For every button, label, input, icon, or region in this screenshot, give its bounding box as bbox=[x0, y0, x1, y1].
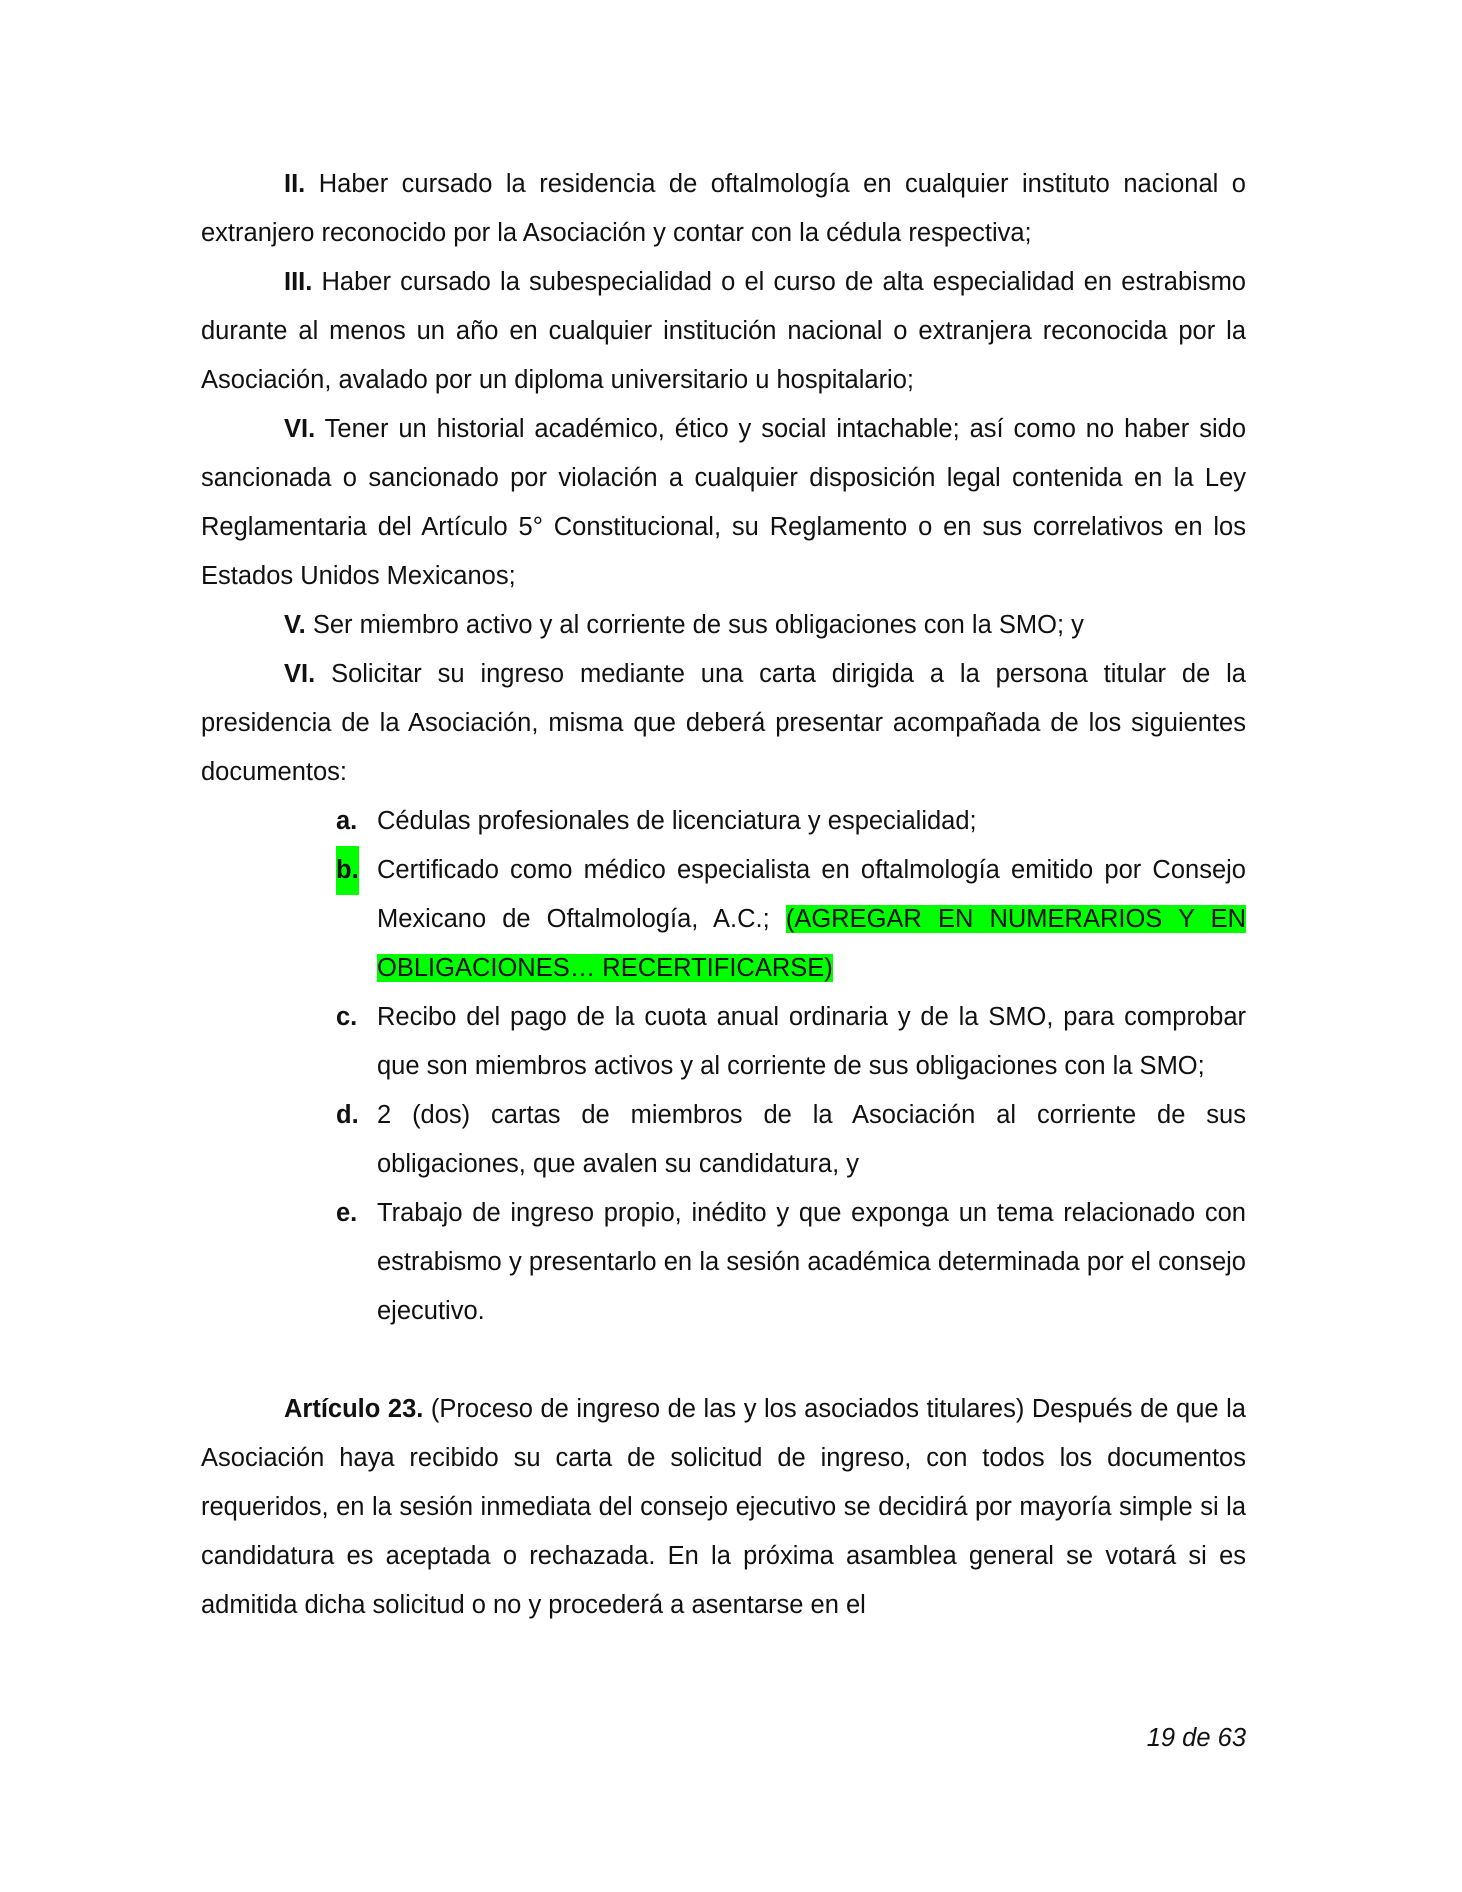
item-label: c. bbox=[336, 1003, 358, 1031]
document-item-d bbox=[201, 1091, 1246, 1189]
fraction-number: V. bbox=[284, 611, 306, 639]
document-page bbox=[201, 160, 1246, 1630]
item-text: Trabajo de ingreso propio, inédito y que exponga un tema relacionado con estrabismo y presentarlo en la sesión académica determinada por el consejo ejecutivo. bbox=[377, 1199, 1246, 1325]
fraction-v bbox=[201, 601, 1246, 650]
page-number: 19 de 63 bbox=[1146, 1724, 1246, 1752]
document-item-e bbox=[201, 1189, 1246, 1336]
document-item-b bbox=[201, 846, 1246, 993]
highlighted-note: (AGREGAR EN NUMERARIOS Y EN OBLIGACIONES… RECERTIFICARSE) bbox=[377, 905, 1247, 982]
fraction-text: Haber cursado la subespecialidad o el curso de alta especialidad en estrabismo durante al menos un año en cualquier institución nacional o extranjera reconocida por la Asociación, avalado por un diploma universitario u hospitalario; bbox=[201, 268, 1246, 394]
fraction-text: Ser miembro activo y al corriente de sus obligaciones con la SMO; y bbox=[312, 611, 1084, 639]
item-label: b. bbox=[336, 846, 359, 895]
spacer bbox=[201, 1336, 1246, 1385]
item-label: d. bbox=[336, 1101, 359, 1129]
fraction-number: II. bbox=[284, 170, 306, 198]
item-text: Certificado como médico especialista en oftalmología emitido por Consejo Mexicano de Oftalmología, A.C.; bbox=[377, 856, 1246, 933]
fraction-vi bbox=[201, 650, 1246, 797]
article-text: (Proceso de ingreso de las y los asociados titulares) Después de que la Asociación haya recibido su carta de solicitud de ingreso, con todos los documentos requeridos, en la sesión inmediata del consejo ejecutivo se decidirá por mayoría simple si la candidatura es aceptada o rechazada. En la próxima asamblea general se votará si es admitida dicha solicitud o no y procederá a asentarse en el bbox=[201, 1395, 1246, 1619]
fraction-text: Solicitar su ingreso mediante una carta dirigida a la persona titular de la presidencia de la Asociación, misma que deberá presentar acompañada de los siguientes documentos: bbox=[201, 660, 1246, 786]
item-text: 2 (dos) cartas de miembros de la Asociación al corriente de sus obligaciones, que avalen su candidatura, y bbox=[377, 1101, 1246, 1178]
fraction-number: VI. bbox=[284, 660, 316, 688]
article-heading: Artículo 23. bbox=[284, 1395, 424, 1423]
documents-list bbox=[201, 797, 1246, 1336]
fraction-number: VI. bbox=[284, 415, 316, 443]
item-text: Cédulas profesionales de licenciatura y especialidad; bbox=[377, 807, 977, 835]
fraction-ii bbox=[201, 160, 1246, 258]
fraction-text: Tener un historial académico, ético y social intachable; así como no haber sido sancionada o sancionado por violación a cualquier disposición legal contenida en la Ley Reglamentaria del Artículo 5° Constitucional, su Reglamento o en sus correlativos en los Estados Unidos Mexicanos; bbox=[201, 415, 1247, 590]
document-item-a bbox=[201, 797, 1246, 846]
fraction-iii bbox=[201, 258, 1246, 405]
item-label: a. bbox=[336, 807, 358, 835]
article-23 bbox=[201, 1385, 1246, 1630]
fraction-iv bbox=[201, 405, 1246, 601]
item-text: Recibo del pago de la cuota anual ordinaria y de la SMO, para comprobar que son miembros activos y al corriente de sus obligaciones con la SMO; bbox=[377, 1003, 1246, 1080]
fraction-number: III. bbox=[284, 268, 313, 296]
fraction-text: Haber cursado la residencia de oftalmología en cualquier instituto nacional o extranjero reconocido por la Asociación y contar con la cédula respectiva; bbox=[201, 170, 1246, 247]
item-label: e. bbox=[336, 1199, 358, 1227]
document-item-c bbox=[201, 993, 1246, 1091]
